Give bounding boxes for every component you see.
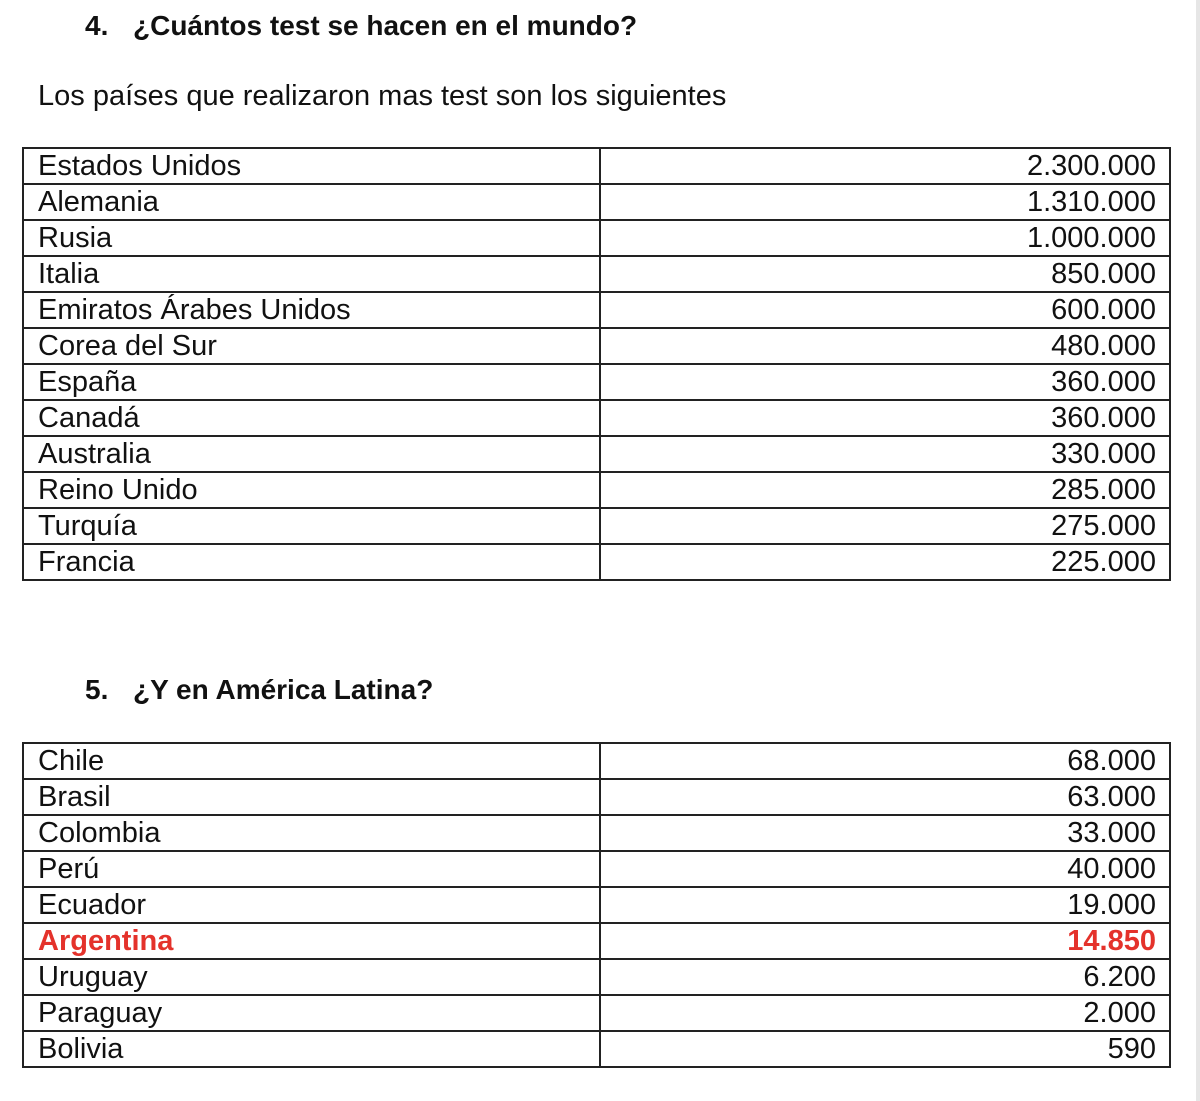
country-cell: Turquía	[23, 508, 600, 544]
tests-cell: 63.000	[600, 779, 1170, 815]
country-cell: Emiratos Árabes Unidos	[23, 292, 600, 328]
country-cell: Rusia	[23, 220, 600, 256]
latam-tests-table-body	[23, 743, 1170, 1067]
country-cell: España	[23, 364, 600, 400]
country-cell: Reino Unido	[23, 472, 600, 508]
tests-cell: 850.000	[600, 256, 1170, 292]
table-row	[23, 1031, 1170, 1067]
section-5-title: ¿Y en América Latina?	[133, 674, 434, 705]
section-5-heading	[85, 674, 433, 706]
tests-cell: 1.000.000	[600, 220, 1170, 256]
tests-cell: 275.000	[600, 508, 1170, 544]
table-row-highlighted	[23, 923, 1170, 959]
country-cell: Ecuador	[23, 887, 600, 923]
world-tests-table-body	[23, 148, 1170, 580]
tests-cell: 40.000	[600, 851, 1170, 887]
country-cell: Argentina	[23, 923, 600, 959]
country-cell: Brasil	[23, 779, 600, 815]
world-tests-table	[22, 147, 1171, 581]
country-cell: Australia	[23, 436, 600, 472]
table-row	[23, 364, 1170, 400]
country-cell: Uruguay	[23, 959, 600, 995]
tests-cell: 285.000	[600, 472, 1170, 508]
tests-cell: 68.000	[600, 743, 1170, 779]
country-cell: Francia	[23, 544, 600, 580]
table-row	[23, 328, 1170, 364]
section-5-number: 5.	[85, 674, 109, 705]
tests-cell: 330.000	[600, 436, 1170, 472]
country-cell: Canadá	[23, 400, 600, 436]
table-row	[23, 472, 1170, 508]
country-cell: Italia	[23, 256, 600, 292]
table-row	[23, 148, 1170, 184]
country-cell: Chile	[23, 743, 600, 779]
country-cell: Corea del Sur	[23, 328, 600, 364]
section-4-number: 4.	[85, 10, 109, 41]
table-row	[23, 851, 1170, 887]
table-row	[23, 184, 1170, 220]
tests-cell: 2.300.000	[600, 148, 1170, 184]
table-row	[23, 887, 1170, 923]
tests-cell: 1.310.000	[600, 184, 1170, 220]
table-row	[23, 292, 1170, 328]
tests-cell: 19.000	[600, 887, 1170, 923]
tests-cell: 225.000	[600, 544, 1170, 580]
table-row	[23, 436, 1170, 472]
table-row	[23, 508, 1170, 544]
country-cell: Estados Unidos	[23, 148, 600, 184]
tests-cell: 600.000	[600, 292, 1170, 328]
tests-cell: 14.850	[600, 923, 1170, 959]
latam-tests-table	[22, 742, 1171, 1068]
table-row	[23, 743, 1170, 779]
table-row	[23, 256, 1170, 292]
tests-cell: 33.000	[600, 815, 1170, 851]
tests-cell: 6.200	[600, 959, 1170, 995]
table-row	[23, 220, 1170, 256]
country-cell: Perú	[23, 851, 600, 887]
tests-cell: 360.000	[600, 364, 1170, 400]
table-row	[23, 959, 1170, 995]
table-row	[23, 995, 1170, 1031]
table-row	[23, 400, 1170, 436]
section-4-intro: Los países que realizaron mas test son los siguientes	[38, 80, 727, 112]
tests-cell: 590	[600, 1031, 1170, 1067]
country-cell: Bolivia	[23, 1031, 600, 1067]
country-cell: Colombia	[23, 815, 600, 851]
country-cell: Alemania	[23, 184, 600, 220]
page-edge	[1196, 0, 1200, 1101]
tests-cell: 480.000	[600, 328, 1170, 364]
section-4-title: ¿Cuántos test se hacen en el mundo?	[133, 10, 638, 41]
table-row	[23, 815, 1170, 851]
table-row	[23, 779, 1170, 815]
country-cell: Paraguay	[23, 995, 600, 1031]
section-4-heading	[85, 10, 637, 42]
table-row	[23, 544, 1170, 580]
tests-cell: 2.000	[600, 995, 1170, 1031]
tests-cell: 360.000	[600, 400, 1170, 436]
